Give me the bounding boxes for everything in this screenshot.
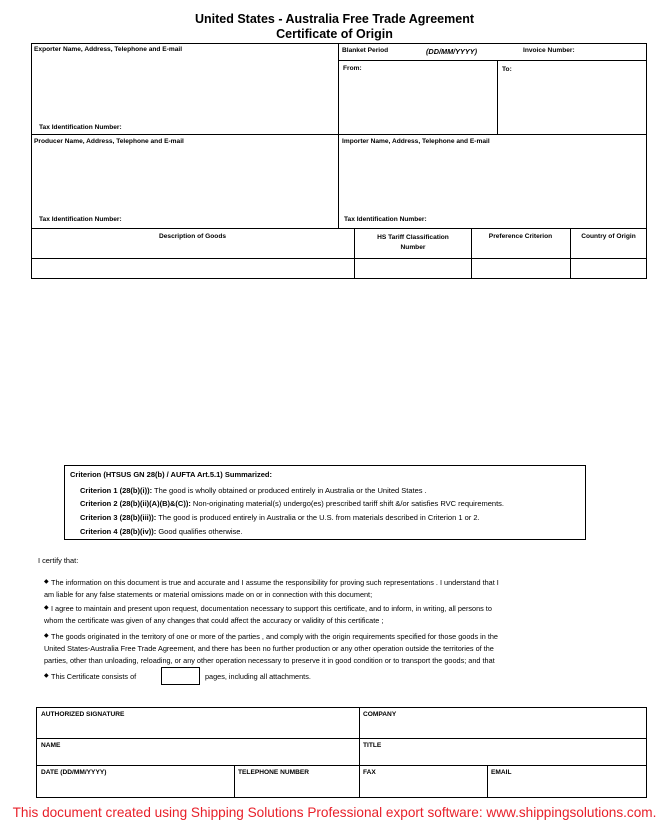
goods-header-hs-classification: HS Tariff Classification Number [377,234,449,251]
criterion-2 [80,499,504,508]
form-divider [338,43,339,228]
email-label: EMAIL [491,769,512,776]
bullet-icon: ◆ [44,579,49,585]
pages-suffix: pages, including all attachments. [205,672,311,681]
producer-field[interactable] [33,148,336,212]
form-divider [338,60,647,61]
blanket-to-field[interactable] [499,62,645,132]
importer-tax-id-label: Tax Identification Number: [344,216,427,223]
signature-divider [36,738,647,739]
importer-field[interactable] [340,148,645,212]
document-subtitle: Certificate of Origin [276,27,393,41]
criterion-1 [80,486,427,495]
criterion-text: Good qualifies otherwise. [156,527,243,536]
invoice-number-label: Invoice Number: [523,47,575,54]
exporter-tax-id-label: Tax Identification Number: [39,124,122,131]
authorized-signature-field[interactable] [37,720,358,737]
document-title: United States - Australia Free Trade Agreement [194,12,475,26]
blanket-period-label: Blanket Period [342,47,389,54]
name-field[interactable] [37,751,358,764]
criterion-code: Criterion 3 (28(b)(iii)): [80,513,157,522]
goods-header-country-of-origin: Country of Origin [581,233,636,240]
fax-field[interactable] [360,778,486,797]
footer-notice: This document created using Shipping Solutions Professional export software: www.shippingsolutions.com. [12,805,657,820]
pages-count-field[interactable] [161,667,200,685]
telephone-label: TELEPHONE NUMBER [238,769,310,776]
certify-statement-3-line-3: parties, other than unloading, reloading, or any other operation necessary to preserve it in good condition or to transport the goods; and that [44,656,495,665]
company-field[interactable] [360,720,646,737]
email-field[interactable] [488,778,646,797]
bullet-icon: ◆ [44,605,49,611]
telephone-field[interactable] [235,778,358,797]
fax-label: FAX [363,769,376,776]
certify-statement-3-line-2: United States-Australia Free Trade Agreement, and there has been no further production or any other operation outside the territories of the [44,644,494,653]
certify-statement-1-line-2: am liable for any false statements or material omissions made on or in connection with this document; [44,590,373,599]
title-field[interactable] [360,751,646,764]
blanket-from-label: From: [343,65,362,72]
certify-statement-3-line-1: The goods originated in the territory of one or more of the parties , and comply with the origin requirements specified for those goods in the [51,632,498,641]
criterion-3 [80,513,480,522]
signature-divider [36,765,647,766]
form-divider [31,134,647,135]
date-label: DATE (DD/MM/YYYY) [41,769,107,776]
exporter-field[interactable] [33,56,336,120]
goods-description-cell[interactable] [32,259,354,278]
criteria-heading: Criterion (HTSUS GN 28(b) / AUFTA Art.5.1) Summarized: [70,470,272,479]
goods-country-cell[interactable] [571,259,646,278]
date-field[interactable] [37,778,233,797]
producer-label: Producer Name, Address, Telephone and E-mail [34,138,184,145]
pages-prefix: This Certificate consists of [51,672,137,681]
company-label: COMPANY [363,711,397,718]
blanket-from-field[interactable] [340,62,495,132]
certify-statement-2-line-2: whom the certificate was given of any changes that could affect the accuracy or validity of this certificate ; [44,616,384,625]
certify-intro: I certify that: [38,556,79,565]
criterion-code: Criterion 1 (28(b)(i)): [80,486,153,495]
goods-header-description: Description of Goods [158,233,227,240]
certify-statement-2-line-1: I agree to maintain and present upon request, documentation necessary to support this certificate, and to inform, in writing, all persons to [51,604,492,613]
certify-statement-1-line-1: The information on this document is true and accurate and I assume the responsibility for proving such representations . I understand that I [51,578,499,587]
goods-hs-cell[interactable] [355,259,471,278]
criterion-text: Non-originating material(s) undergo(es) prescribed tariff shift &/or satisfies RVC requirements. [190,499,505,508]
importer-label: Importer Name, Address, Telephone and E-mail [342,138,490,145]
blanket-period-format: (DD/MM/YYYY) [426,47,478,56]
blanket-to-label: To: [502,66,512,73]
exporter-label: Exporter Name, Address, Telephone and E-mail [34,46,183,53]
form-divider [31,228,647,229]
producer-tax-id-label: Tax Identification Number: [39,216,122,223]
title-label: TITLE [363,742,382,749]
goods-header-preference-criterion: Preference Criterion [488,233,553,240]
criterion-code: Criterion 2 (28(b)(ii)(A)(B)&(C)): [80,499,191,508]
criterion-4 [80,527,243,536]
form-divider [497,60,498,134]
goods-criterion-cell[interactable] [472,259,570,278]
name-label: NAME [41,742,61,749]
bullet-icon: ◆ [44,673,49,679]
criterion-text: The good is wholly obtained or produced entirely in Australia or the United States . [152,486,427,495]
authorized-signature-label: AUTHORIZED SIGNATURE [41,711,125,718]
criterion-code: Criterion 4 (28(b)(iv)): [80,527,157,536]
criterion-text: The good is produced entirely in Australia or the U.S. from materials described in Criterion 1 or 2. [156,513,480,522]
bullet-icon: ◆ [44,633,49,639]
